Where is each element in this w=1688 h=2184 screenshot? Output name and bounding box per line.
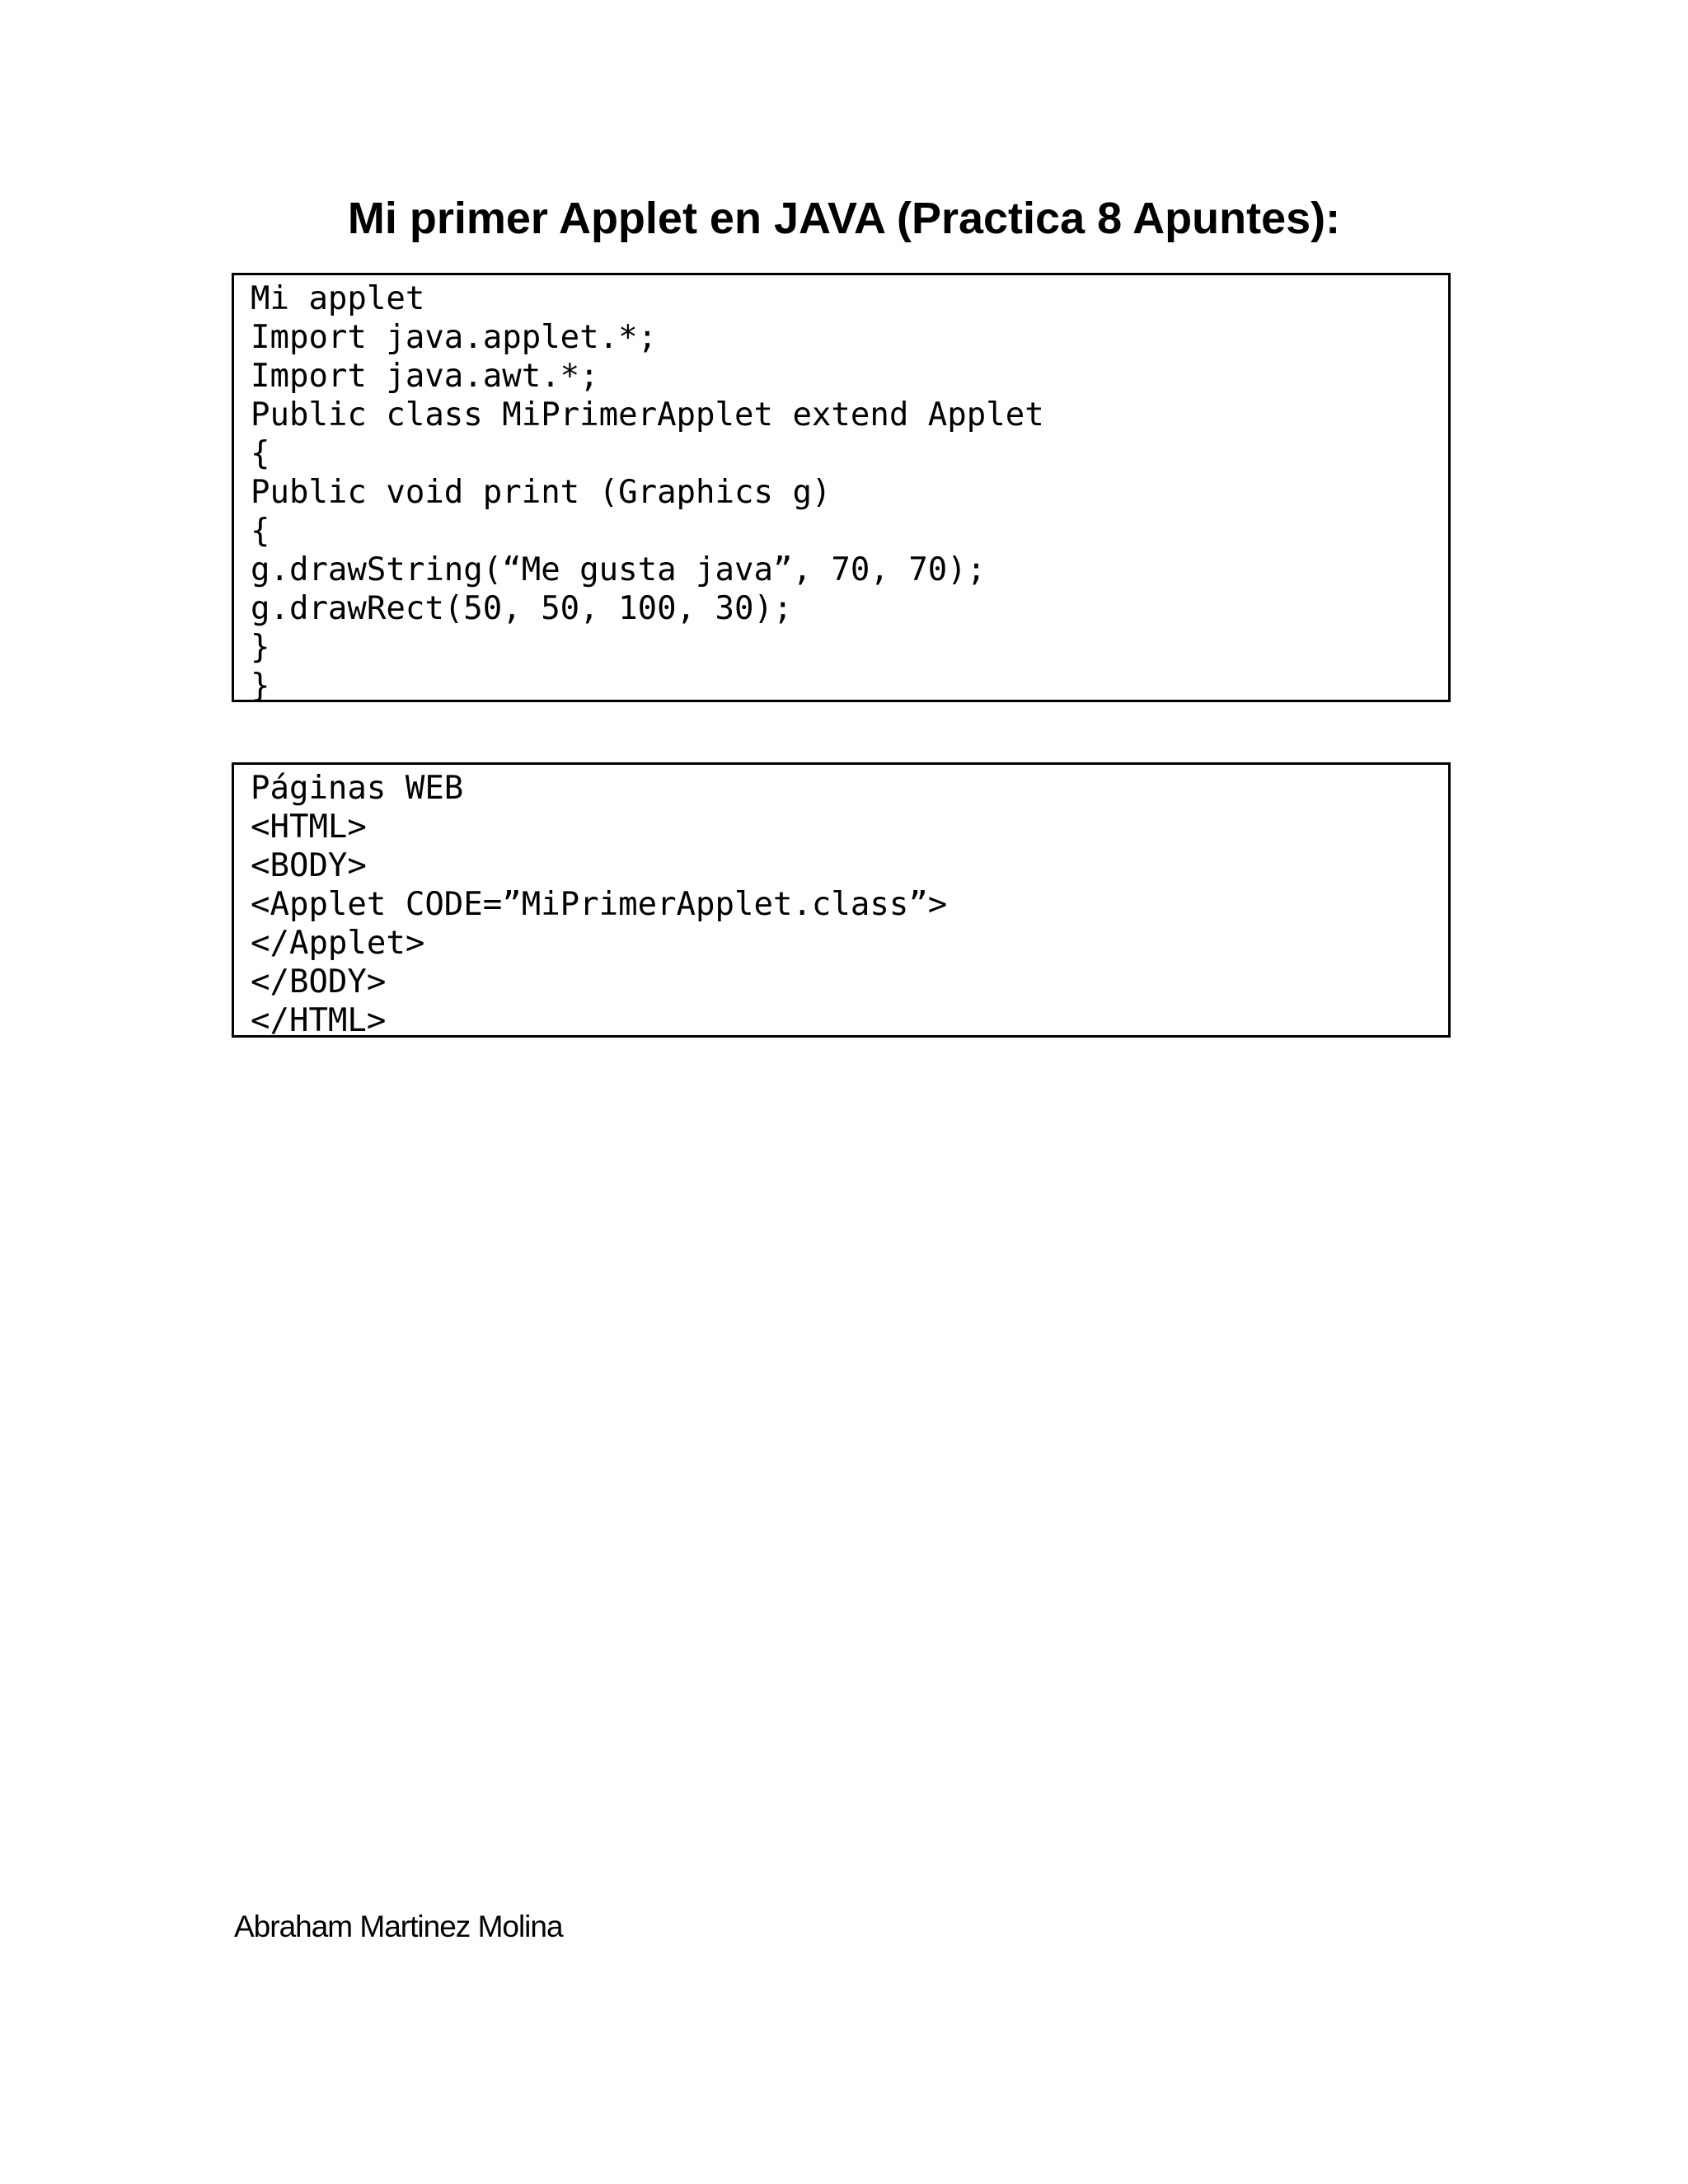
code-line: Mi applet [251, 280, 425, 317]
code-line: g.drawString(“Me gusta java”, 70, 70); [251, 551, 987, 588]
code-line: } [251, 629, 270, 666]
code-line: { [251, 435, 270, 472]
code-line: } [251, 668, 270, 705]
code-line: Import java.applet.*; [251, 319, 658, 356]
code-line: <HTML> [251, 808, 367, 846]
code-line: g.drawRect(50, 50, 100, 30); [251, 590, 793, 627]
code-line: Public class MiPrimerApplet extend Applet [251, 396, 1044, 434]
code-line: Páginas WEB [251, 770, 464, 807]
author-name: Abraham Martinez Molina [234, 1910, 563, 1943]
code-line: <Applet CODE=”MiPrimerApplet.class”> [251, 886, 948, 923]
code-line: { [251, 513, 270, 550]
java-code-box [232, 273, 1451, 705]
code-line: Import java.awt.*; [251, 358, 599, 395]
html-code-box [232, 762, 1451, 1038]
code-line: </BODY> [251, 963, 387, 1001]
page-title: Mi primer Applet en JAVA (Practica 8 Apuntes): [347, 194, 1341, 243]
code-line: <BODY> [251, 847, 367, 884]
code-line: Public void print (Graphics g) [251, 474, 832, 511]
code-line: </HTML> [251, 1002, 387, 1039]
code-line: </Applet> [251, 925, 425, 962]
